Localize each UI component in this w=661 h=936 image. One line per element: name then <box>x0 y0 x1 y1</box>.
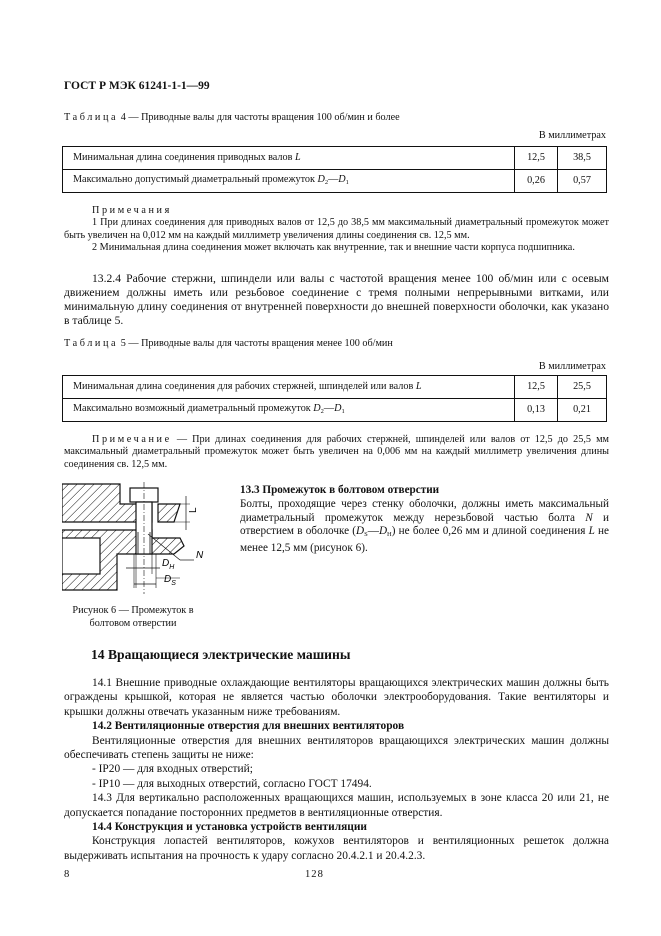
section-13-3 <box>240 484 609 556</box>
figure-6-bolt-gap-diagram <box>62 482 212 594</box>
list-item: - IP20 — для входных отверстий; <box>92 763 253 776</box>
table-cell-value: 12,5 <box>515 147 558 170</box>
table-cell-value: 38,5 <box>558 147 607 170</box>
table-cell-label: Максимально возможный диаметральный промежуток $D_2—D_1$ <box>63 399 515 422</box>
section-13-3-text: Болты, проходящие через стенку оболочки, должны иметь максимальный диаметральный промежуток между нерезьбовой частью болта N и отверстием в оболочке $(D_S—D_H)$ не более 0,26 мм и длиной соединения L не менее 12,5 мм (рисунок 6). <box>240 497 610 555</box>
table-5 <box>62 375 607 422</box>
dimension-DH-label: $D_H$ <box>162 558 175 571</box>
table-cell-label: Максимально допустимый диаметральный промежуток $D_2—D_1$ <box>63 170 515 193</box>
table-4-notes <box>64 205 609 255</box>
table-cell-value: 0,13 <box>515 399 558 422</box>
table-4-units: В миллиметрах <box>538 130 606 141</box>
paragraph-14-3: 14.3 Для вертикально расположенных вращающихся машин, используемых в зоне класса 20 или 21, не допускается попадание посторонних предметов в вентиляционные отверстия. <box>64 792 609 819</box>
table-4-caption-text: 4 — Приводные валы для частоты вращения 100 об/мин и более <box>118 112 400 123</box>
table-row <box>63 170 607 193</box>
page-number: 8 <box>64 869 70 880</box>
table-5-note <box>64 434 609 471</box>
note-text: — При длинах соединения для рабочих стержней, шпинделей или валов от 12,5 до 25,5 мм максимальный диаметральный промежуток может быть увеличен на 0,006 мм на каждый миллиметр увеличения длины соединения св. 12,5 мм. <box>64 434 609 470</box>
table-row <box>63 399 607 422</box>
table-4-caption <box>64 111 400 124</box>
table-cell-value: 25,5 <box>558 376 607 399</box>
dimension-L-label: L <box>188 507 199 513</box>
notes-title: Примечания <box>92 205 172 216</box>
paragraph-14-1: 14.1 Внешние приводные охлаждающие вентиляторы вращающихся электрических машин должны быть ограждены крышкой, которая не является частью оболочки электрооборудования. Такие вентиляторы и крышки должны отвечать указанным ниже требованиям. <box>64 677 609 718</box>
table-cell-value: 12,5 <box>515 376 558 399</box>
table-row <box>63 147 607 170</box>
table-cell-value: 0,57 <box>558 170 607 193</box>
list-item: - IP10 — для выходных отверстий, согласно ГОСТ 17494. <box>92 777 372 790</box>
table-5-units: В миллиметрах <box>538 361 606 372</box>
paragraph-14-4: Конструкция лопастей вентиляторов, кожухов вентиляторов и вентиляционных решеток должна выдерживать испытания на прочность к удару согласно 20.4.2.1 и 20.4.2.3. <box>64 835 609 862</box>
table-5-caption <box>64 337 393 350</box>
section-14-body <box>64 676 609 863</box>
heading-14-4: 14.4 Конструкция и установка устройств вентиляции <box>92 821 367 834</box>
table-5-caption-word: Таблица <box>64 338 119 349</box>
section-14-heading: 14 Вращающиеся электрические машины <box>91 647 351 662</box>
table-cell-label: Минимальная длина соединения для рабочих стержней, шпинделей или валов L <box>63 376 515 399</box>
paragraph-14-2: Вентиляционные отверстия для внешних вентиляторов вращающихся электрических машин должны обеспечивать степень защиты не ниже: <box>64 734 609 762</box>
table-4-caption-word: Таблица <box>64 112 119 123</box>
table-cell-value: 0,26 <box>515 170 558 193</box>
sheet-number: 128 <box>305 869 324 880</box>
heading-14-2: 14.2 Вентиляционные отверстия для внешних вентиляторов <box>92 720 405 733</box>
document-header: ГОСТ Р МЭК 61241-1-1—99 <box>64 80 210 92</box>
figure-6-caption: Рисунок 6 — Промежуток в болтовом отверстии <box>72 605 194 629</box>
note-item: 2 Минимальная длина соединения может включать как внутренние, так и внешние части корпуса подшипника. <box>92 242 575 254</box>
table-5-caption-text: 5 — Приводные валы для частоты вращения менее 100 об/мин <box>118 338 393 349</box>
table-row <box>63 376 607 399</box>
leader-N-label: N <box>196 550 204 561</box>
note-item: 1 При длинах соединения для приводных валов от 12,5 до 38,5 мм максимальный диаметральный промежуток может быть увеличен на 0,012 мм на каждый миллиметр увеличения длины соединения св. 12,5 мм. <box>64 217 609 241</box>
table-4 <box>62 146 607 193</box>
dimension-DS-label: $D_S$ <box>164 574 176 587</box>
table-cell-label: Минимальная длина соединения приводных валов L <box>63 147 515 170</box>
table-cell-value: 0,21 <box>558 399 607 422</box>
note-title: Примечание <box>92 434 172 445</box>
paragraph-13-2-4: 13.2.4 Рабочие стержни, шпиндели или валы с частотой вращения менее 100 об/мин или с осевым движением должны иметь или резьбовое соединение с тремя полными непрерывными витками, или минимальную длину соединения от внутренней поверхности до внешней поверхности оболочки, как указано в таблице 5. <box>64 272 609 327</box>
section-13-3-heading: 13.3 Промежуток в болтовом отверстии <box>240 484 440 496</box>
